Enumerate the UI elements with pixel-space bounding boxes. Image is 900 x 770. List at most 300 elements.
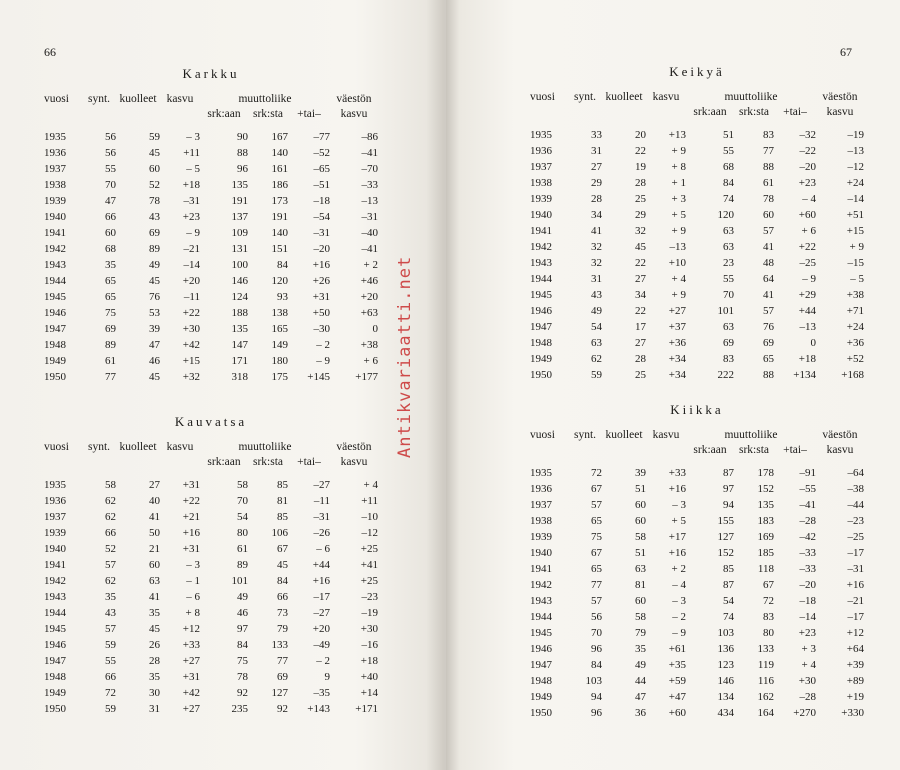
table-cell: –51 xyxy=(313,179,330,191)
table-cell: 124 xyxy=(231,291,248,303)
table-cell: 9 xyxy=(324,671,330,683)
table-row xyxy=(44,193,378,209)
table-cell: –49 xyxy=(313,639,330,651)
table-cell: 1943 xyxy=(530,595,552,607)
table-cell: 78 xyxy=(763,193,774,205)
table-cell: –25 xyxy=(847,531,864,543)
table-cell: 73 xyxy=(277,607,288,619)
table-cell: 54 xyxy=(237,511,248,523)
table-cell: 72 xyxy=(591,467,602,479)
table-cell: +25 xyxy=(360,543,378,555)
table-cell: 1941 xyxy=(44,227,66,239)
header-row xyxy=(530,89,864,105)
table-cell: 74 xyxy=(723,193,734,205)
table-cell: 84 xyxy=(237,639,248,651)
table-cell: 72 xyxy=(763,595,774,607)
table-cell: –11 xyxy=(313,495,330,507)
table-cell: 318 xyxy=(231,371,248,383)
table-cell: 88 xyxy=(763,369,774,381)
table-cell: +17 xyxy=(668,531,686,543)
column-header: kuolleet xyxy=(119,93,157,105)
table-cell: 67 xyxy=(277,543,288,555)
table-cell: –52 xyxy=(313,147,330,159)
table-cell: 61 xyxy=(763,177,774,189)
table-cell: +16 xyxy=(312,575,330,587)
table-cell: 84 xyxy=(277,259,288,271)
table-cell: +18 xyxy=(798,353,816,365)
table-cell: +36 xyxy=(668,337,686,349)
table-cell: + 6 xyxy=(363,355,378,367)
table-cell: 146 xyxy=(717,675,734,687)
table-cell: 66 xyxy=(105,671,116,683)
table-cell: + 9 xyxy=(671,225,686,237)
table-cell: –26 xyxy=(313,527,330,539)
table-cell: 1938 xyxy=(44,179,66,191)
table-cell: –91 xyxy=(799,467,816,479)
table-cell: +63 xyxy=(360,307,378,319)
table-cell: +31 xyxy=(182,671,200,683)
table-cell: +11 xyxy=(361,495,378,507)
table-cell: 1943 xyxy=(44,259,66,271)
table-cell: 97 xyxy=(237,623,248,635)
table-cell: +42 xyxy=(182,339,200,351)
table-row xyxy=(530,481,864,497)
table-cell: 62 xyxy=(105,495,116,507)
table-cell: –17 xyxy=(847,547,864,559)
table-cell: +20 xyxy=(312,623,330,635)
table-cell: –33 xyxy=(799,547,816,559)
table-cell: 137 xyxy=(231,211,248,223)
table-cell: 1937 xyxy=(530,161,552,173)
table-cell: –33 xyxy=(799,563,816,575)
table-cell: –86 xyxy=(361,131,378,143)
table-cell: +16 xyxy=(312,259,330,271)
table-row xyxy=(530,545,864,561)
table-cell: –18 xyxy=(799,595,816,607)
table-cell: 1939 xyxy=(44,195,66,207)
table-cell: 149 xyxy=(271,339,288,351)
table-cell: +24 xyxy=(846,321,864,333)
table-cell: +168 xyxy=(841,369,864,381)
table-cell: 178 xyxy=(757,467,774,479)
table-cell: –31 xyxy=(313,511,330,523)
table-cell: + 2 xyxy=(363,259,378,271)
table-cell: 52 xyxy=(149,179,160,191)
table-cell: 57 xyxy=(105,559,116,571)
column-header: srk:sta xyxy=(252,456,284,468)
table-row xyxy=(44,289,378,305)
table-cell: 106 xyxy=(271,527,288,539)
table-cell: 41 xyxy=(149,591,160,603)
table-cell: 133 xyxy=(757,643,774,655)
table-cell: 180 xyxy=(271,355,288,367)
table-cell: –30 xyxy=(313,323,330,335)
table-cell: 43 xyxy=(105,607,116,619)
table-cell: 51 xyxy=(635,483,646,495)
column-header: kuolleet xyxy=(605,429,643,441)
table-cell: 84 xyxy=(723,177,734,189)
table-cell: – 5 xyxy=(186,163,200,175)
table-cell: 57 xyxy=(763,305,774,317)
table-cell: 1946 xyxy=(530,305,552,317)
table-cell: +143 xyxy=(307,703,330,715)
table-cell: 120 xyxy=(271,275,288,287)
table-cell: +27 xyxy=(668,305,686,317)
table-cell: 120 xyxy=(717,209,734,221)
table-row xyxy=(530,191,864,207)
table-cell: 41 xyxy=(591,225,602,237)
table-cell: +16 xyxy=(668,483,686,495)
table-cell: 62 xyxy=(105,511,116,523)
table-row xyxy=(530,625,864,641)
table-cell: 1943 xyxy=(530,257,552,269)
header-spacer xyxy=(646,443,686,457)
table-cell: 235 xyxy=(231,703,248,715)
table-cell: 85 xyxy=(277,511,288,523)
left-page xyxy=(0,0,444,770)
table-cell: 19 xyxy=(635,161,646,173)
table-cell: 36 xyxy=(635,707,646,719)
table-cell: 23 xyxy=(723,257,734,269)
table-cell: +27 xyxy=(182,703,200,715)
table-cell: +39 xyxy=(846,659,864,671)
column-header: kasvu xyxy=(340,456,368,468)
table-cell: 58 xyxy=(237,479,248,491)
table-cell: –13 xyxy=(361,195,378,207)
table-cell: – 9 xyxy=(186,227,200,239)
table-cell: 35 xyxy=(635,643,646,655)
table-cell: –20 xyxy=(799,579,816,591)
table-cell: –18 xyxy=(313,195,330,207)
table-cell: +30 xyxy=(360,623,378,635)
table-cell: –19 xyxy=(361,607,378,619)
table-cell: 44 xyxy=(635,675,646,687)
column-header: +tai– xyxy=(297,456,321,468)
table-cell: +18 xyxy=(360,655,378,667)
column-header: kasvu xyxy=(652,91,680,103)
table-cell: +61 xyxy=(668,643,686,655)
table-cell: 22 xyxy=(635,145,646,157)
table-cell: 92 xyxy=(277,703,288,715)
table-cell: –32 xyxy=(799,129,816,141)
table-block xyxy=(44,66,378,385)
table-cell: +52 xyxy=(846,353,864,365)
table-cell: 97 xyxy=(723,483,734,495)
table-cell: +16 xyxy=(182,527,200,539)
table-cell: +15 xyxy=(846,225,864,237)
table-cell: –55 xyxy=(799,483,816,495)
table-cell: 49 xyxy=(635,659,646,671)
table-cell: –38 xyxy=(847,483,864,495)
table-cell: 87 xyxy=(723,467,734,479)
table-cell: 41 xyxy=(149,511,160,523)
table-cell: 171 xyxy=(231,355,248,367)
column-header: vuosi xyxy=(44,441,69,453)
page-number: 67 xyxy=(840,45,852,59)
table-cell: +25 xyxy=(360,575,378,587)
header-spacer xyxy=(116,107,160,121)
table-cell: + 1 xyxy=(671,177,686,189)
table-cell: 49 xyxy=(237,591,248,603)
table-cell: 27 xyxy=(591,161,602,173)
table-cell: –40 xyxy=(361,227,378,239)
table-cell: 1941 xyxy=(530,225,552,237)
table-cell: –41 xyxy=(361,147,378,159)
table-cell: +33 xyxy=(668,467,686,479)
table-row xyxy=(44,241,378,257)
table-row xyxy=(44,701,378,717)
table-cell: +23 xyxy=(798,177,816,189)
table-cell: 1943 xyxy=(44,591,66,603)
header-row xyxy=(530,427,864,443)
table-cell: 65 xyxy=(591,563,602,575)
table-cell: –13 xyxy=(847,145,864,157)
table-row xyxy=(530,271,864,287)
table-cell: –54 xyxy=(313,211,330,223)
column-header: synt. xyxy=(87,441,111,453)
table-cell: 41 xyxy=(763,289,774,301)
table-cell: 1946 xyxy=(44,307,66,319)
table-cell: –64 xyxy=(847,467,864,479)
column-header: kasvu xyxy=(166,93,194,105)
table-cell: 1935 xyxy=(530,467,552,479)
table-row xyxy=(44,541,378,557)
spacer-row xyxy=(530,119,864,127)
column-header: kasvu xyxy=(166,441,194,453)
column-header: kasvu xyxy=(826,444,854,456)
table-row xyxy=(530,577,864,593)
table-cell: 93 xyxy=(277,291,288,303)
table-cell: 56 xyxy=(105,147,116,159)
table-cell: 1948 xyxy=(44,339,66,351)
table-cell: 101 xyxy=(717,305,734,317)
table-cell: 101 xyxy=(231,575,248,587)
table-cell: + 2 xyxy=(671,563,686,575)
table-cell: 63 xyxy=(723,241,734,253)
table-cell: –20 xyxy=(799,161,816,173)
table-cell: 45 xyxy=(149,371,160,383)
table-cell: 1950 xyxy=(530,369,552,381)
table-cell: 55 xyxy=(723,273,734,285)
table-cell: 35 xyxy=(149,607,160,619)
table-cell: 45 xyxy=(149,623,160,635)
table-cell: –31 xyxy=(313,227,330,239)
table-cell: 1949 xyxy=(44,687,66,699)
header-spacer xyxy=(160,455,200,469)
table-cell: 26 xyxy=(149,639,160,651)
table-cell: +13 xyxy=(668,129,686,141)
table-cell: –27 xyxy=(313,479,330,491)
column-header: muuttoliike xyxy=(724,429,778,441)
table-cell: 47 xyxy=(635,691,646,703)
table-cell: 84 xyxy=(277,575,288,587)
header-row xyxy=(44,439,378,455)
column-header: srk:aan xyxy=(207,108,241,120)
table-cell: 77 xyxy=(277,655,288,667)
table-cell: + 3 xyxy=(801,643,816,655)
table-row xyxy=(44,161,378,177)
table-cell: 34 xyxy=(591,209,602,221)
table-cell: –21 xyxy=(847,595,864,607)
table-cell: 146 xyxy=(231,275,248,287)
table-cell: 84 xyxy=(591,659,602,671)
table-row xyxy=(530,175,864,191)
table-cell: 1948 xyxy=(44,671,66,683)
column-header: srk:sta xyxy=(738,444,770,456)
table-cell: 1937 xyxy=(44,511,66,523)
table-cell: – 9 xyxy=(802,273,816,285)
table-cell: +51 xyxy=(846,209,864,221)
table-row xyxy=(44,129,378,145)
table-cell: 45 xyxy=(277,559,288,571)
table-cell: 59 xyxy=(591,369,602,381)
table-cell: 55 xyxy=(105,163,116,175)
table-cell: +89 xyxy=(846,675,864,687)
table-cell: 59 xyxy=(149,131,160,143)
table-cell: 1945 xyxy=(44,623,66,635)
column-header: kasvu xyxy=(340,108,368,120)
table-cell: 1947 xyxy=(530,321,552,333)
table-cell: 21 xyxy=(149,543,160,555)
table-cell: 89 xyxy=(149,243,160,255)
table-cell: 58 xyxy=(635,611,646,623)
table-cell: 53 xyxy=(149,307,160,319)
table-cell: 29 xyxy=(635,209,646,221)
column-header: vuosi xyxy=(530,429,555,441)
table-cell: 186 xyxy=(271,179,288,191)
table-row xyxy=(530,529,864,545)
table-row xyxy=(44,145,378,161)
stats-table xyxy=(530,427,864,721)
table-cell: –41 xyxy=(799,499,816,511)
table-cell: +23 xyxy=(798,627,816,639)
table-cell: 1950 xyxy=(44,703,66,715)
table-cell: 57 xyxy=(105,623,116,635)
table-cell: 136 xyxy=(717,643,734,655)
table-row xyxy=(530,351,864,367)
header-row xyxy=(530,443,864,457)
table-cell: 127 xyxy=(717,531,734,543)
table-cell: + 5 xyxy=(671,209,686,221)
table-row xyxy=(44,621,378,637)
table-cell: 1947 xyxy=(44,655,66,667)
table-cell: 80 xyxy=(763,627,774,639)
table-cell: 152 xyxy=(717,547,734,559)
table-cell: 28 xyxy=(149,655,160,667)
table-cell: +36 xyxy=(846,337,864,349)
table-cell: 63 xyxy=(723,225,734,237)
table-cell: –31 xyxy=(847,563,864,575)
table-cell: 67 xyxy=(763,579,774,591)
table-cell: +12 xyxy=(846,627,864,639)
table-cell: – 2 xyxy=(672,611,686,623)
table-cell: 81 xyxy=(635,579,646,591)
table-cell: 1945 xyxy=(530,289,552,301)
table-cell: 45 xyxy=(149,147,160,159)
table-cell: 87 xyxy=(723,579,734,591)
column-header: väestön xyxy=(336,93,372,105)
table-cell: +34 xyxy=(668,353,686,365)
table-cell: 70 xyxy=(591,627,602,639)
table-cell: +20 xyxy=(360,291,378,303)
header-spacer xyxy=(82,107,116,121)
header-spacer xyxy=(44,455,82,469)
table-row xyxy=(530,223,864,239)
table-cell: 57 xyxy=(591,499,602,511)
table-cell: 1939 xyxy=(530,193,552,205)
table-cell: + 3 xyxy=(671,193,686,205)
table-cell: 1942 xyxy=(44,243,66,255)
column-header: srk:aan xyxy=(693,444,727,456)
table-cell: 55 xyxy=(723,145,734,157)
table-cell: +11 xyxy=(183,147,200,159)
table-cell: 27 xyxy=(635,273,646,285)
table-cell: +20 xyxy=(182,275,200,287)
table-cell: 1935 xyxy=(44,479,66,491)
table-cell: 72 xyxy=(105,687,116,699)
table-cell: 45 xyxy=(635,241,646,253)
table-block xyxy=(530,64,864,383)
table-cell: –14 xyxy=(847,193,864,205)
table-cell: +145 xyxy=(307,371,330,383)
table-cell: 162 xyxy=(757,691,774,703)
table-cell: 1940 xyxy=(530,547,552,559)
table-cell: +40 xyxy=(360,671,378,683)
table-cell: 134 xyxy=(717,691,734,703)
table-cell: 63 xyxy=(635,563,646,575)
header-spacer xyxy=(602,105,646,119)
table-cell: +33 xyxy=(182,639,200,651)
table-cell: 1936 xyxy=(44,147,66,159)
table-cell: 85 xyxy=(277,479,288,491)
table-row xyxy=(530,673,864,689)
table-cell: + 9 xyxy=(671,145,686,157)
table-cell: 1949 xyxy=(530,691,552,703)
table-cell: 127 xyxy=(271,687,288,699)
table-cell: 1944 xyxy=(44,607,66,619)
table-cell: +32 xyxy=(182,371,200,383)
table-cell: 83 xyxy=(723,353,734,365)
table-cell: 1941 xyxy=(44,559,66,571)
header-spacer xyxy=(568,443,602,457)
stats-table xyxy=(44,439,378,717)
table-cell: +60 xyxy=(798,209,816,221)
table-cell: 0 xyxy=(810,337,816,349)
column-header: +tai– xyxy=(783,444,807,456)
table-cell: 133 xyxy=(271,639,288,651)
table-row xyxy=(530,367,864,383)
table-row xyxy=(44,557,378,573)
table-cell: +22 xyxy=(182,495,200,507)
table-cell: +50 xyxy=(312,307,330,319)
spacer-row xyxy=(44,121,378,129)
table-cell: +10 xyxy=(668,257,686,269)
table-cell: 77 xyxy=(591,579,602,591)
table-cell: 66 xyxy=(105,527,116,539)
table-row xyxy=(44,509,378,525)
table-row xyxy=(530,513,864,529)
table-cell: 1939 xyxy=(44,527,66,539)
column-header: +tai– xyxy=(783,106,807,118)
table-row xyxy=(530,143,864,159)
header-spacer xyxy=(530,443,568,457)
table-cell: –77 xyxy=(313,131,330,143)
table-cell: –14 xyxy=(183,259,200,271)
header-spacer xyxy=(82,455,116,469)
table-cell: +29 xyxy=(798,289,816,301)
table-cell: 62 xyxy=(591,353,602,365)
table-row xyxy=(44,337,378,353)
